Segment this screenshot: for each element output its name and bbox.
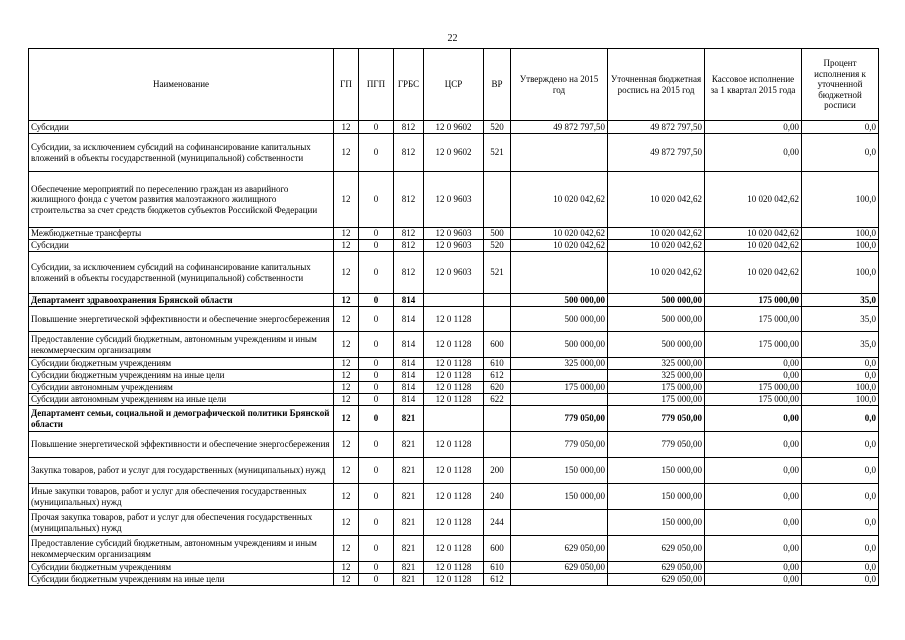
cell-gp: 12 (334, 332, 359, 358)
cell-percent: 0,0 (802, 562, 879, 574)
cell-refined: 629 050,00 (608, 574, 705, 586)
cell-percent: 0,0 (802, 510, 879, 536)
cell-pgp: 0 (359, 252, 394, 294)
cell-name: Департамент семьи, социальной и демографической политики Брянской области (29, 406, 334, 432)
cell-grbs: 821 (394, 562, 424, 574)
cell-vr: 600 (484, 536, 511, 562)
cell-cash: 10 020 042,62 (705, 228, 802, 240)
cell-cash: 0,00 (705, 510, 802, 536)
cell-name: Субсидии, за исключением субсидий на софинансирование капитальных вложений в объекты государственной (муниципальной) собственности (29, 134, 334, 172)
cell-grbs: 812 (394, 121, 424, 134)
cell-vr: 620 (484, 382, 511, 394)
table-row (29, 121, 879, 134)
cell-pgp: 0 (359, 121, 394, 134)
cell-cash: 175 000,00 (705, 394, 802, 406)
cell-vr (484, 406, 511, 432)
cell-cash: 0,00 (705, 134, 802, 172)
cell-cash: 0,00 (705, 406, 802, 432)
table-row (29, 536, 879, 562)
cell-percent: 35,0 (802, 307, 879, 332)
cell-pgp: 0 (359, 458, 394, 484)
cell-csr: 12 0 1128 (424, 370, 484, 382)
cell-pgp: 0 (359, 394, 394, 406)
cell-name: Субсидии, за исключением субсидий на софинансирование капитальных вложений в объекты государственной (муниципальной) собственности (29, 252, 334, 294)
cell-refined: 10 020 042,62 (608, 228, 705, 240)
cell-cash: 10 020 042,62 (705, 240, 802, 252)
cell-grbs: 812 (394, 252, 424, 294)
cell-approved: 10 020 042,62 (511, 172, 608, 228)
cell-gp: 12 (334, 307, 359, 332)
cell-csr: 12 0 9603 (424, 228, 484, 240)
cell-cash: 0,00 (705, 574, 802, 586)
cell-grbs: 821 (394, 510, 424, 536)
table-row (29, 332, 879, 358)
cell-refined: 49 872 797,50 (608, 121, 705, 134)
cell-approved: 500 000,00 (511, 332, 608, 358)
cell-gp: 12 (334, 252, 359, 294)
cell-name: Обеспечение мероприятий по переселению граждан из аварийного жилищного фонда с учетом развития малоэтажного жилищного строительства за счет средств бюджетов субъектов Российской Федерации (29, 172, 334, 228)
cell-grbs: 814 (394, 358, 424, 370)
header-grbs: ГРБС (394, 49, 424, 121)
cell-cash: 175 000,00 (705, 294, 802, 307)
cell-grbs: 821 (394, 406, 424, 432)
cell-approved: 10 020 042,62 (511, 228, 608, 240)
cell-approved (511, 394, 608, 406)
cell-vr (484, 432, 511, 458)
cell-vr (484, 172, 511, 228)
cell-approved: 779 050,00 (511, 432, 608, 458)
cell-percent: 0,0 (802, 406, 879, 432)
budget-table (28, 48, 879, 586)
cell-grbs: 814 (394, 332, 424, 358)
table-row (29, 432, 879, 458)
table-row (29, 574, 879, 586)
cell-pgp: 0 (359, 134, 394, 172)
cell-cash: 10 020 042,62 (705, 252, 802, 294)
cell-pgp: 0 (359, 358, 394, 370)
cell-approved (511, 252, 608, 294)
cell-csr: 12 0 1128 (424, 510, 484, 536)
header-vr: ВР (484, 49, 511, 121)
table-row (29, 172, 879, 228)
cell-grbs: 812 (394, 240, 424, 252)
cell-name: Субсидии (29, 121, 334, 134)
cell-name: Прочая закупка товаров, работ и услуг для обеспечения государственных (муниципальных) нужд (29, 510, 334, 536)
cell-csr: 12 0 1128 (424, 484, 484, 510)
cell-vr: 520 (484, 121, 511, 134)
cell-cash: 0,00 (705, 484, 802, 510)
cell-gp: 12 (334, 574, 359, 586)
cell-cash: 0,00 (705, 358, 802, 370)
cell-gp: 12 (334, 240, 359, 252)
cell-percent: 0,0 (802, 358, 879, 370)
cell-gp: 12 (334, 228, 359, 240)
cell-percent: 100,0 (802, 240, 879, 252)
cell-cash: 0,00 (705, 536, 802, 562)
cell-name: Предоставление субсидий бюджетным, автономным учреждениям и иным некоммерческим организациям (29, 332, 334, 358)
cell-vr: 612 (484, 370, 511, 382)
cell-percent: 100,0 (802, 394, 879, 406)
cell-csr: 12 0 9603 (424, 240, 484, 252)
cell-csr: 12 0 1128 (424, 332, 484, 358)
cell-pgp: 0 (359, 240, 394, 252)
table-row (29, 510, 879, 536)
cell-refined: 500 000,00 (608, 307, 705, 332)
cell-gp: 12 (334, 484, 359, 510)
cell-vr: 200 (484, 458, 511, 484)
cell-approved: 500 000,00 (511, 294, 608, 307)
cell-gp: 12 (334, 394, 359, 406)
cell-refined: 150 000,00 (608, 458, 705, 484)
cell-approved: 10 020 042,62 (511, 240, 608, 252)
cell-grbs: 821 (394, 484, 424, 510)
cell-vr: 612 (484, 574, 511, 586)
table-row (29, 358, 879, 370)
table-row (29, 370, 879, 382)
cell-gp: 12 (334, 458, 359, 484)
cell-percent: 0,0 (802, 370, 879, 382)
header-approved: Утверждено на 2015 год (511, 49, 608, 121)
cell-name: Повышение энергетической эффективности и обеспечение энергосбережения (29, 432, 334, 458)
cell-gp: 12 (334, 134, 359, 172)
cell-cash: 10 020 042,62 (705, 172, 802, 228)
cell-pgp: 0 (359, 332, 394, 358)
cell-approved: 629 050,00 (511, 562, 608, 574)
cell-refined: 10 020 042,62 (608, 252, 705, 294)
cell-percent: 100,0 (802, 228, 879, 240)
header-row (29, 49, 879, 121)
header-gp: ГП (334, 49, 359, 121)
cell-csr: 12 0 9602 (424, 121, 484, 134)
cell-pgp: 0 (359, 536, 394, 562)
cell-refined: 779 050,00 (608, 406, 705, 432)
cell-refined: 175 000,00 (608, 382, 705, 394)
table-row (29, 562, 879, 574)
cell-refined: 150 000,00 (608, 484, 705, 510)
table-row (29, 294, 879, 307)
cell-pgp: 0 (359, 432, 394, 458)
table-row (29, 394, 879, 406)
cell-pgp: 0 (359, 370, 394, 382)
cell-gp: 12 (334, 432, 359, 458)
cell-grbs: 814 (394, 294, 424, 307)
cell-approved (511, 134, 608, 172)
cell-csr: 12 0 1128 (424, 536, 484, 562)
cell-refined: 500 000,00 (608, 294, 705, 307)
cell-approved: 325 000,00 (511, 358, 608, 370)
cell-csr: 12 0 1128 (424, 458, 484, 484)
cell-vr: 244 (484, 510, 511, 536)
cell-approved: 500 000,00 (511, 307, 608, 332)
cell-refined: 500 000,00 (608, 332, 705, 358)
cell-gp: 12 (334, 358, 359, 370)
cell-refined: 779 050,00 (608, 432, 705, 458)
header-name: Наименование (29, 49, 334, 121)
table-row (29, 484, 879, 510)
cell-gp: 12 (334, 406, 359, 432)
cell-percent: 0,0 (802, 432, 879, 458)
cell-name: Закупка товаров, работ и услуг для государственных (муниципальных) нужд (29, 458, 334, 484)
cell-percent: 0,0 (802, 134, 879, 172)
table-row (29, 406, 879, 432)
cell-percent: 100,0 (802, 252, 879, 294)
cell-approved: 779 050,00 (511, 406, 608, 432)
cell-grbs: 814 (394, 307, 424, 332)
cell-csr: 12 0 9603 (424, 172, 484, 228)
cell-name: Повышение энергетической эффективности и обеспечение энергосбережения (29, 307, 334, 332)
header-pgp: ПГП (359, 49, 394, 121)
cell-cash: 0,00 (705, 121, 802, 134)
cell-pgp: 0 (359, 294, 394, 307)
cell-name: Департамент здравоохранения Брянской области (29, 294, 334, 307)
cell-refined: 150 000,00 (608, 510, 705, 536)
cell-name: Межбюджетные трансферты (29, 228, 334, 240)
cell-pgp: 0 (359, 382, 394, 394)
cell-pgp: 0 (359, 172, 394, 228)
table-row (29, 382, 879, 394)
cell-vr: 521 (484, 134, 511, 172)
cell-grbs: 814 (394, 394, 424, 406)
cell-grbs: 814 (394, 382, 424, 394)
table-body (29, 121, 879, 586)
table-row (29, 134, 879, 172)
cell-cash: 0,00 (705, 370, 802, 382)
cell-approved (511, 510, 608, 536)
cell-refined: 49 872 797,50 (608, 134, 705, 172)
cell-approved: 49 872 797,50 (511, 121, 608, 134)
cell-percent: 100,0 (802, 382, 879, 394)
cell-vr: 521 (484, 252, 511, 294)
cell-refined: 10 020 042,62 (608, 172, 705, 228)
cell-vr: 500 (484, 228, 511, 240)
table-row (29, 458, 879, 484)
cell-csr: 12 0 1128 (424, 382, 484, 394)
cell-vr: 240 (484, 484, 511, 510)
header-cash: Кассовое исполнение за 1 квартал 2015 года (705, 49, 802, 121)
cell-name: Субсидии бюджетным учреждениям на иные цели (29, 370, 334, 382)
cell-name: Субсидии бюджетным учреждениям на иные цели (29, 574, 334, 586)
header-percent: Процент исполнения к уточненной бюджетной росписи (802, 49, 879, 121)
cell-vr (484, 307, 511, 332)
cell-approved: 150 000,00 (511, 484, 608, 510)
cell-pgp: 0 (359, 484, 394, 510)
cell-grbs: 821 (394, 458, 424, 484)
cell-refined: 10 020 042,62 (608, 240, 705, 252)
cell-refined: 629 050,00 (608, 562, 705, 574)
cell-refined: 325 000,00 (608, 358, 705, 370)
cell-grbs: 812 (394, 134, 424, 172)
table-row (29, 252, 879, 294)
cell-gp: 12 (334, 121, 359, 134)
cell-grbs: 812 (394, 172, 424, 228)
cell-name: Предоставление субсидий бюджетным, автономным учреждениям и иным некоммерческим организациям (29, 536, 334, 562)
cell-csr: 12 0 1128 (424, 432, 484, 458)
cell-grbs: 821 (394, 536, 424, 562)
cell-percent: 0,0 (802, 574, 879, 586)
cell-pgp: 0 (359, 228, 394, 240)
cell-cash: 0,00 (705, 458, 802, 484)
cell-approved: 629 050,00 (511, 536, 608, 562)
cell-name: Субсидии бюджетным учреждениям (29, 358, 334, 370)
cell-csr: 12 0 1128 (424, 307, 484, 332)
cell-gp: 12 (334, 536, 359, 562)
cell-csr: 12 0 1128 (424, 562, 484, 574)
cell-cash: 175 000,00 (705, 307, 802, 332)
cell-csr: 12 0 1128 (424, 358, 484, 370)
cell-vr: 520 (484, 240, 511, 252)
cell-csr: 12 0 1128 (424, 394, 484, 406)
cell-percent: 0,0 (802, 536, 879, 562)
cell-csr (424, 406, 484, 432)
page-number: 22 (447, 33, 458, 44)
cell-vr: 610 (484, 562, 511, 574)
cell-name: Субсидии (29, 240, 334, 252)
cell-refined: 175 000,00 (608, 394, 705, 406)
table-row (29, 240, 879, 252)
cell-gp: 12 (334, 370, 359, 382)
cell-gp: 12 (334, 382, 359, 394)
header-csr: ЦСР (424, 49, 484, 121)
cell-cash: 175 000,00 (705, 382, 802, 394)
cell-percent: 100,0 (802, 172, 879, 228)
cell-approved: 150 000,00 (511, 458, 608, 484)
cell-pgp: 0 (359, 307, 394, 332)
cell-gp: 12 (334, 510, 359, 536)
cell-vr: 600 (484, 332, 511, 358)
cell-percent: 35,0 (802, 332, 879, 358)
cell-csr: 12 0 1128 (424, 574, 484, 586)
header-refined: Уточненная бюджетная роспись на 2015 год (608, 49, 705, 121)
cell-approved (511, 370, 608, 382)
cell-approved (511, 574, 608, 586)
cell-percent: 0,0 (802, 484, 879, 510)
cell-csr: 12 0 9602 (424, 134, 484, 172)
cell-grbs: 821 (394, 432, 424, 458)
cell-name: Иные закупки товаров, работ и услуг для обеспечения государственных (муниципальных) нужд (29, 484, 334, 510)
cell-name: Субсидии бюджетным учреждениям (29, 562, 334, 574)
cell-percent: 0,0 (802, 458, 879, 484)
cell-name: Субсидии автономным учреждениям на иные цели (29, 394, 334, 406)
cell-gp: 12 (334, 294, 359, 307)
cell-grbs: 821 (394, 574, 424, 586)
cell-pgp: 0 (359, 562, 394, 574)
cell-vr: 622 (484, 394, 511, 406)
cell-grbs: 812 (394, 228, 424, 240)
cell-grbs: 814 (394, 370, 424, 382)
cell-pgp: 0 (359, 406, 394, 432)
cell-gp: 12 (334, 562, 359, 574)
cell-refined: 325 000,00 (608, 370, 705, 382)
cell-approved: 175 000,00 (511, 382, 608, 394)
cell-cash: 0,00 (705, 562, 802, 574)
cell-refined: 629 050,00 (608, 536, 705, 562)
table-row (29, 228, 879, 240)
cell-gp: 12 (334, 172, 359, 228)
cell-csr: 12 0 9603 (424, 252, 484, 294)
cell-percent: 0,0 (802, 121, 879, 134)
cell-percent: 35,0 (802, 294, 879, 307)
cell-vr: 610 (484, 358, 511, 370)
cell-name: Субсидии автономным учреждениям (29, 382, 334, 394)
cell-cash: 175 000,00 (705, 332, 802, 358)
cell-csr (424, 294, 484, 307)
cell-pgp: 0 (359, 574, 394, 586)
cell-pgp: 0 (359, 510, 394, 536)
cell-vr (484, 294, 511, 307)
table-row (29, 307, 879, 332)
cell-cash: 0,00 (705, 432, 802, 458)
